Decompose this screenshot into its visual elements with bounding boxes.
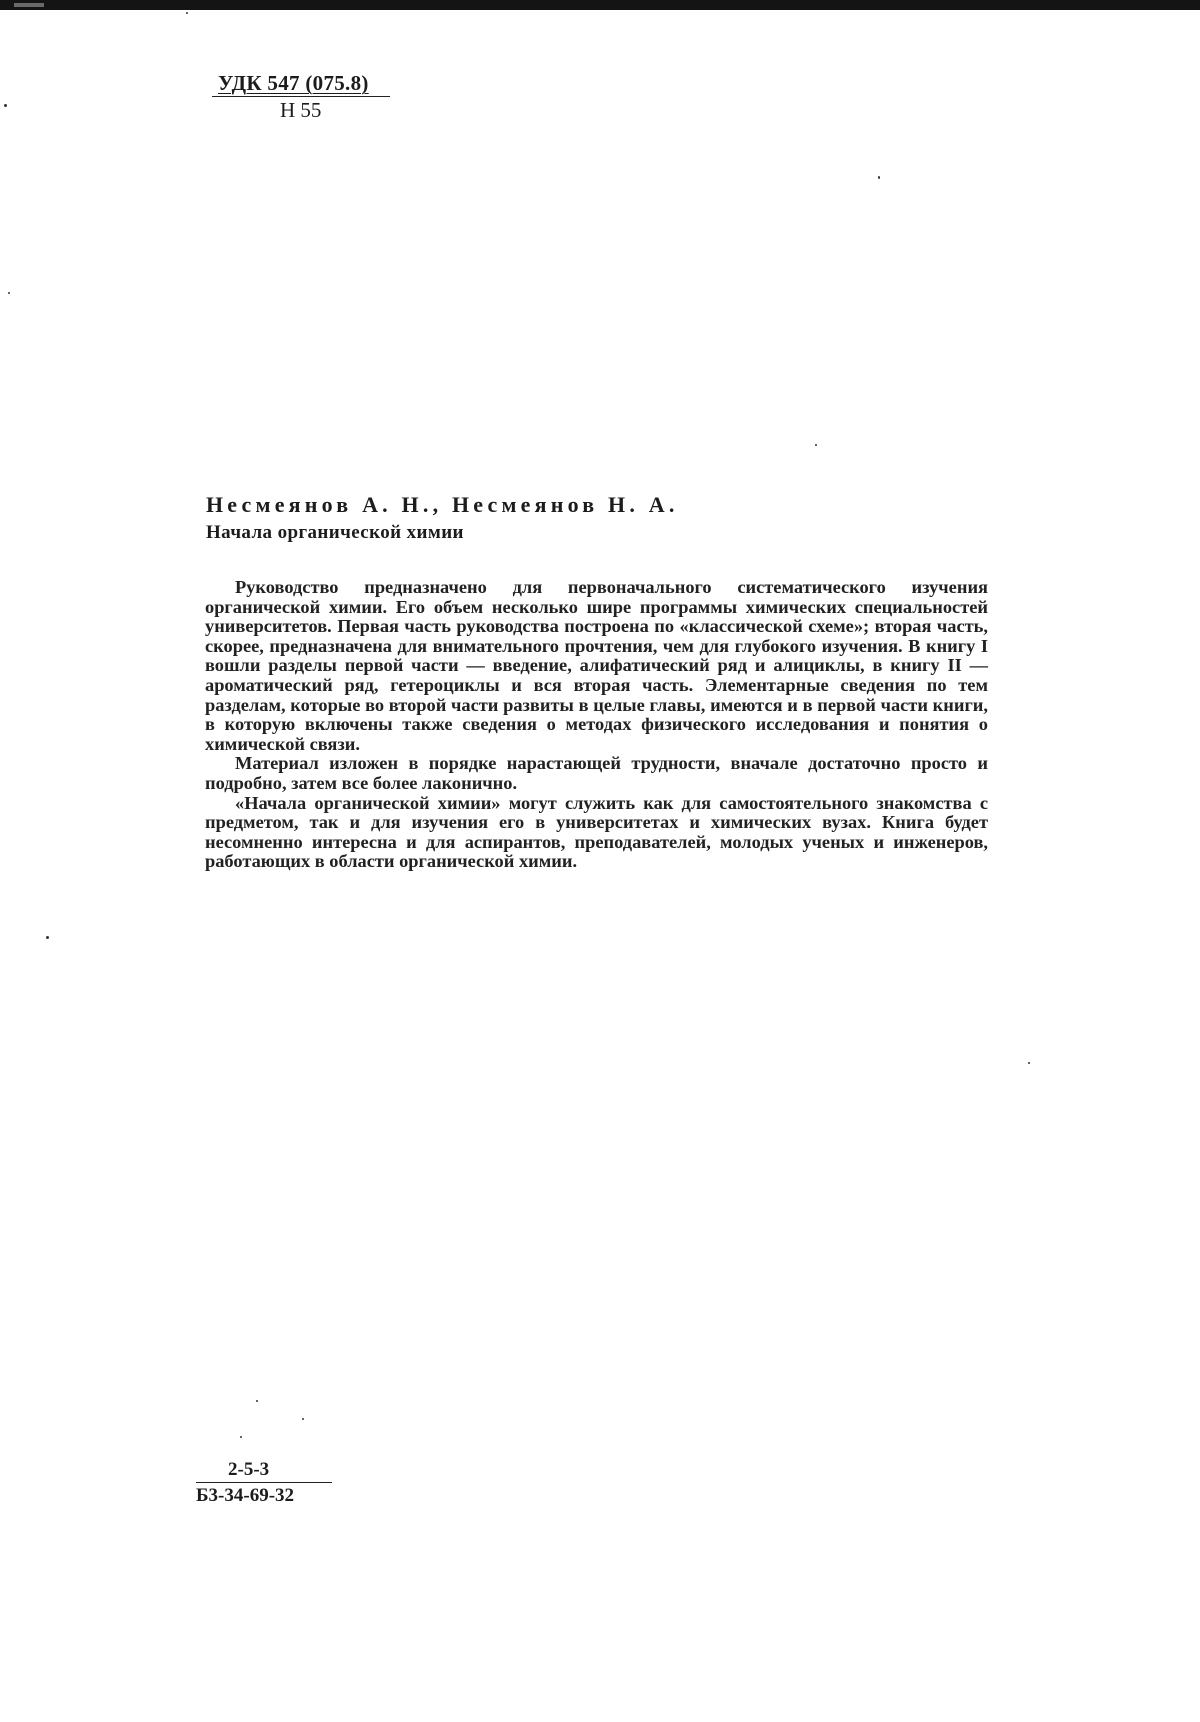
publishing-code-top: 2-5-3 <box>196 1458 332 1483</box>
publishing-codes <box>196 1458 316 1509</box>
book-authors: Несмеянов А. Н., Несмеянов Н. А. <box>206 492 679 517</box>
scan-speck <box>1028 1062 1030 1064</box>
udk-classification <box>212 70 392 123</box>
scan-speck <box>4 104 7 107</box>
annotation-paragraph: «Начала органической химии» могут служить как для самостоятельного знакомства с предметом, так и для изучения его в университетах и химических вузах. Книга будет несомненно интересна и для аспирантов, преподавателей, молодых ученых и инженеров, работающих в области органической химии. <box>205 792 988 872</box>
scan-speck <box>256 1400 258 1402</box>
scan-top-edge <box>0 0 1200 10</box>
book-title: Начала органической химии <box>206 522 464 543</box>
scan-speck <box>878 176 880 179</box>
scan-speck <box>186 12 188 14</box>
scan-speck <box>8 292 10 294</box>
scan-speck <box>302 1418 304 1420</box>
scan-speck <box>815 444 817 446</box>
scan-edge-gap <box>14 3 44 7</box>
annotation-paragraph: Руководство предназначено для первоначального систематического изучения органической химии. Его объем несколько шире программы химических специальностей университетов. Первая часть руководства построена по «классической схеме»; вторая часть, скорее, предназначена для внимательного прочтения, чем для глубокого изучения. В книгу I вошли разделы первой части — введение, алифатический ряд и алициклы, в книгу II — ароматический ряд, гетероциклы и вся вторая часть. Элементарные сведения по тем разделам, которые во второй части развиты в целые главы, имеются и в первой части книги, в которую включены также сведения о методах физического исследования и понятия о химической связи. <box>205 577 988 754</box>
scan-speck <box>240 1436 242 1438</box>
annotation <box>205 578 988 872</box>
udk-code: УДК 547 (075.8) <box>212 70 390 97</box>
scan-speck <box>46 936 49 939</box>
annotation-paragraph: Материал изложен в порядке нарастающей трудности, вначале достаточно просто и подробно, затем все более лаконично. <box>205 753 988 793</box>
publishing-code-bottom: Б3-34-69-32 <box>196 1485 295 1506</box>
author-mark: Н 55 <box>280 98 322 122</box>
